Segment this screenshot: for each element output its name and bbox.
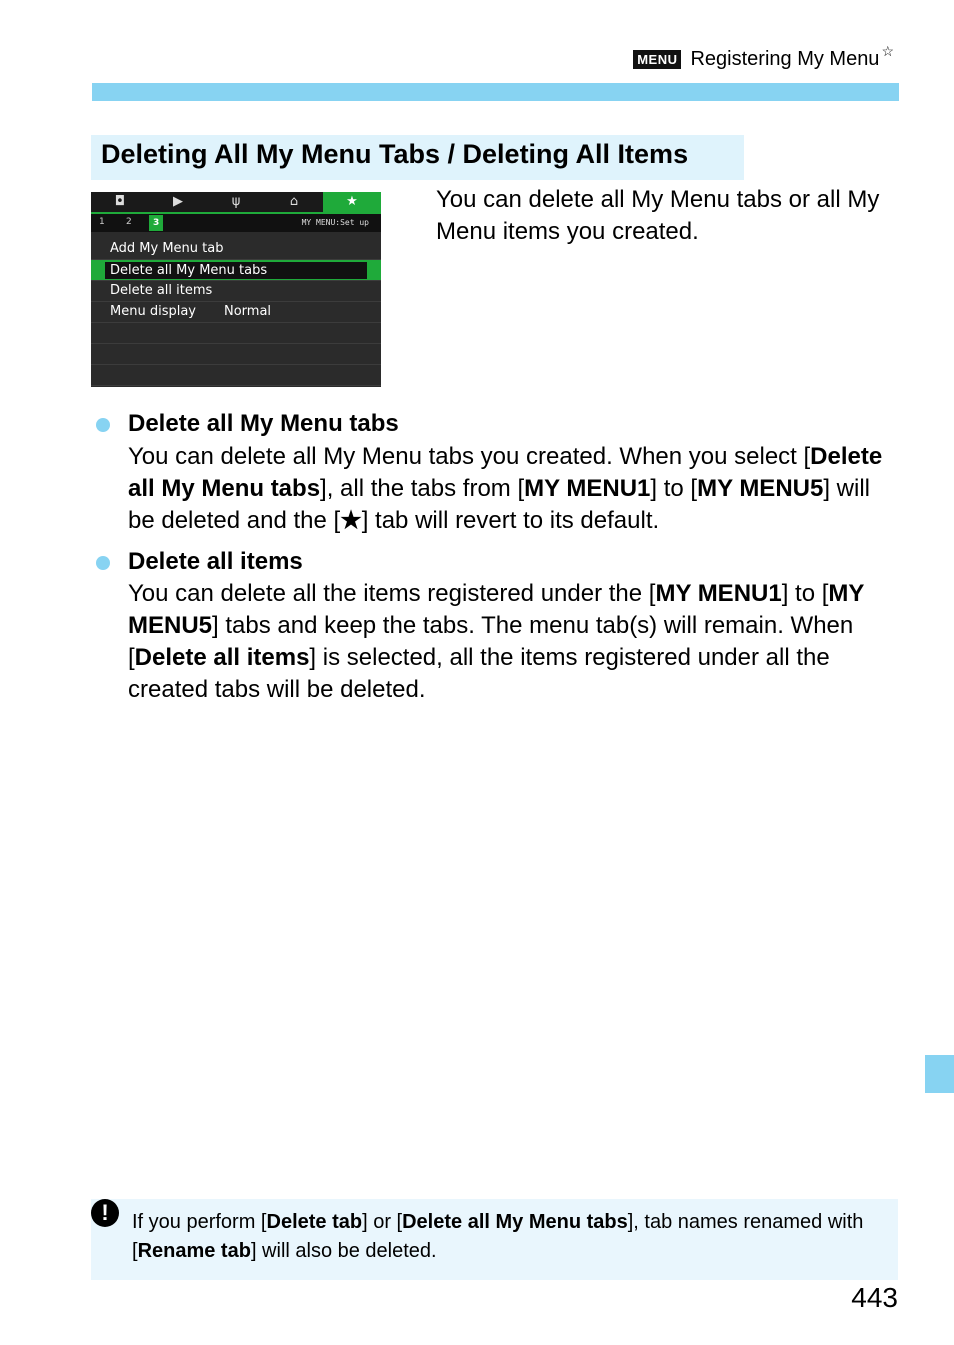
star-outline-icon: ☆ (881, 43, 894, 59)
intro-text: You can delete all My Menu tabs or all My Menu items you created. (436, 186, 880, 245)
camera-menu-screen (91, 192, 381, 387)
item-body-delete-tabs: You can delete all My Menu tabs you created. When you select [Delete all My Menu tabs], all the tabs from [MY MENU1] to [MY MENU5] will be deleted and the [★] tab will revert to its default. (128, 443, 883, 534)
caution-icon: ! (91, 1199, 119, 1227)
row-label: Delete all My Menu tabs (110, 263, 268, 278)
playback-icon: ▶ (173, 194, 183, 209)
camera-menu-row (91, 281, 381, 302)
row-label: Menu display (110, 304, 196, 319)
section-title: Deleting All My Menu Tabs / Deleting All Items (91, 135, 744, 180)
item-title-delete-tabs: Delete all My Menu tabs (128, 410, 399, 437)
subtab-3: 3 (149, 215, 163, 231)
camera-icon: ◘ (114, 194, 126, 209)
star-icon: ★ (323, 192, 381, 212)
chapter-tab-marker (925, 1055, 954, 1093)
bullet-icon (96, 418, 110, 432)
bullet-icon (96, 556, 110, 570)
menu-badge: MENU (633, 50, 681, 69)
wrench-icon: ψ (231, 194, 241, 209)
row-label: Add My Menu tab (110, 241, 224, 256)
caution-note (91, 1199, 898, 1280)
camera-menu-row (91, 302, 381, 323)
camera-tab-bar (91, 192, 381, 212)
star-icon: ★ (340, 507, 362, 534)
camera-subtab-bar (91, 212, 381, 232)
camera-menu-row-selected (91, 260, 381, 281)
camera-menu-row (91, 239, 381, 260)
subtab-1: 1 (99, 217, 105, 227)
caution-note-text: If you perform [Delete tab] or [Delete all My Menu tabs], tab names renamed with [Rename tab] will also be deleted. (132, 1211, 864, 1262)
row-value: Normal (224, 304, 272, 319)
subtab-2: 2 (126, 217, 132, 227)
header-title: Registering My Menu (690, 48, 880, 70)
item-body-delete-items: You can delete all the items registered under the [MY MENU1] to [MY MENU5] tabs and keep the tabs. The menu tab(s) will remain. When [Delete all items] is selected, all the items registered under all the created tabs will be deleted. (128, 580, 864, 703)
camera-menu-row-empty (91, 323, 381, 344)
header-rule (92, 83, 899, 101)
page-number: 443 (851, 1282, 898, 1313)
item-title-delete-items: Delete all items (128, 548, 303, 575)
custom-function-icon: ⌂ (289, 194, 299, 209)
camera-menu-row-empty (91, 365, 381, 386)
camera-menu-row-empty (91, 344, 381, 365)
row-label: Delete all items (110, 283, 213, 298)
page-header (633, 43, 894, 71)
camera-subtitle: MY MENU:Set up (301, 218, 369, 227)
